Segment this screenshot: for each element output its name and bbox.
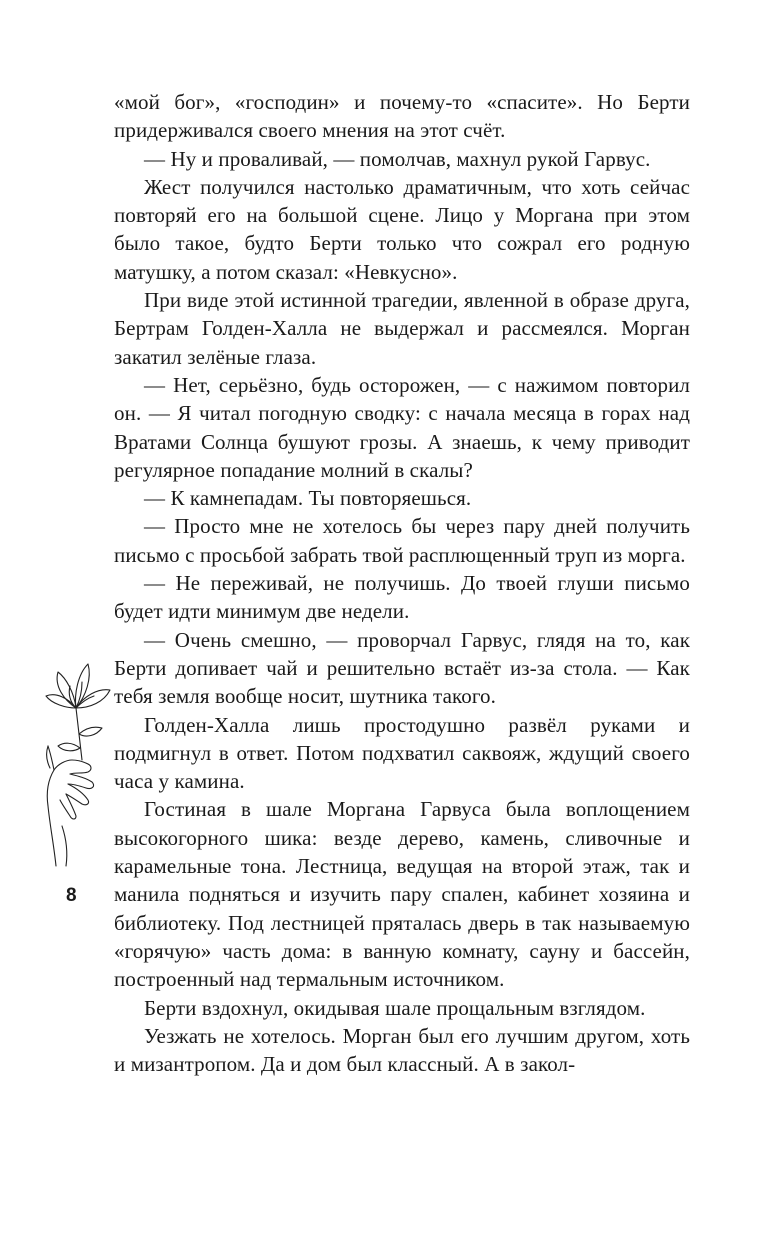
paragraph-5: — Нет, серьёзно, будь осторожен, — с нажимом повторил он. — Я читал погодную сводку: с начала месяца в горах над Вратами Солнца бушуют грозы. А знаешь, к чему приводит регулярное попадание молний в скалы? — [114, 372, 690, 482]
paragraph-6: — К камнепадам. Ты повторяешься. — [144, 486, 472, 511]
body-text — [114, 88, 690, 1078]
paragraph-12: Берти вздохнул, окидывая шале прощальным взглядом. — [144, 995, 646, 1020]
page-number: 8 — [66, 885, 77, 906]
paragraph-7: — Просто мне не хотелось бы через пару дней получить письмо с просьбой забрать твой расплющенный труп из морга. — [114, 514, 690, 567]
paragraph-10: Голден-Халла лишь простодушно развёл руками и подмигнул в ответ. Потом подхватил саквояж, ждущий своего часа у камина. — [114, 712, 690, 794]
paragraph-3: Жест получился настолько драматичным, что хоть сейчас повторяй его на большой сцене. Лицо у Моргана при этом было такое, будто Берти только что сожрал его родную матушку, а потом сказал: «Невкусно». — [114, 174, 690, 284]
flower-hand-illustration — [36, 656, 114, 868]
paragraph-9: — Очень смешно, — проворчал Гарвус, глядя на то, как Берти допивает чай и решительно встаёт из-за стола. — Как тебя земля вообще носит, шутника такого. — [114, 627, 690, 709]
paragraph-4: При виде этой истинной трагедии, явленной в образе друга, Бертрам Голден-Халла не выдержал и рассмеялся. Морган закатил зелёные глаза. — [114, 288, 690, 369]
paragraph-2: — Ну и проваливай, — помолчав, махнул рукой Гарвус. — [144, 146, 651, 171]
paragraph-8: — Не переживай, не получишь. До твоей глуши письмо будет идти минимум две недели. — [114, 571, 690, 624]
paragraph-1: «мой бог», «господин» и почему-то «спасите». Но Берти придерживался своего мнения на этот счёт. — [114, 90, 690, 143]
paragraph-11: Гостиная в шале Моргана Гарвуса была воплощением высокогорного шика: везде дерево, камень, сливочные и карамельные тона. Лестница, ведущая на второй этаж, так и манила подняться и изучить пару спален, кабинет хозяина и библиотеку. Под лестницей пряталась дверь в так называемую «горячую» часть дома: в ванную комнату, сауну и бассейн, построенный над термальным источником. — [114, 797, 690, 992]
paragraph-13: Уезжать не хотелось. Морган был его лучшим другом, хоть и мизантропом. Да и дом был классный. А в закол- — [114, 1023, 690, 1077]
